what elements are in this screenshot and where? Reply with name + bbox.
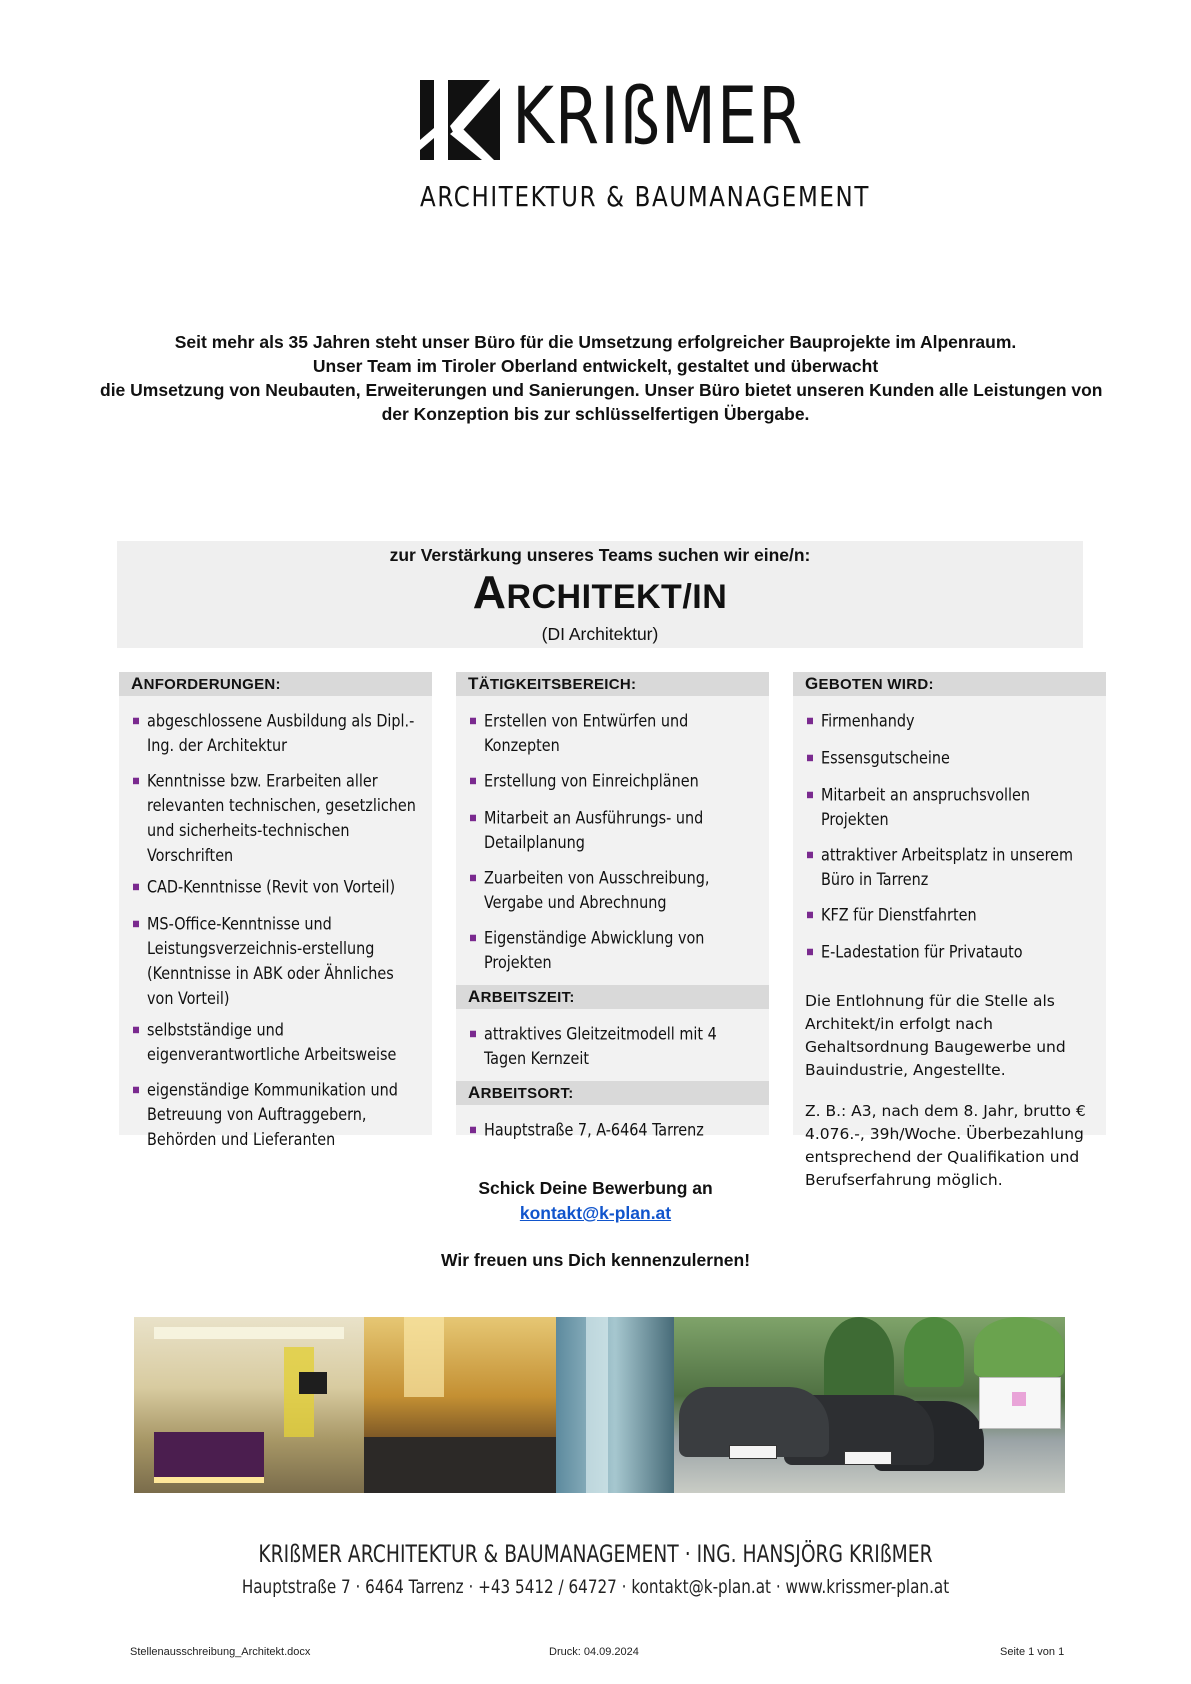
hall-photo [364, 1317, 556, 1493]
intro-line: Unser Team im Tiroler Oberland entwickelt, gestaltet und überwacht [312, 356, 879, 376]
page-number: Seite 1 von 1 [1000, 1646, 1065, 1658]
tasks-heading-rest: ÄTIGKEITSBEREICH: [478, 676, 637, 693]
tasks-heading-initial: T [468, 674, 479, 693]
footer-contact: Hauptstraße 7 · 6464 Tarrenz · +43 5412 / 64727 · kontakt@k-plan.at · www.krissmer-plan.at [241, 1576, 950, 1598]
logo-wordmark: KRIßMER [512, 72, 804, 162]
list-item: Firmenhandy [807, 708, 1096, 733]
company-logo [0, 72, 1191, 218]
tree [974, 1317, 1064, 1377]
salary-info [793, 976, 1106, 1192]
list-item: eigenständige Kommunikation und Betreuung von Auftraggebern, Behörden und Lieferanten [133, 1077, 422, 1152]
intro-line: Seit mehr als 35 Jahren steht unser Büro für die Umsetzung erfolgreicher Bauprojekte im Alpenraum. [174, 332, 1017, 352]
apply-text: Schick Deine Bewerbung an [478, 1178, 713, 1198]
list-item: attraktiver Arbeitsplatz in unserem Büro in Tarrenz [807, 842, 1096, 892]
requirements-column [119, 672, 432, 1150]
location-list [456, 1105, 769, 1140]
list-item: Essensgutscheine [807, 745, 1096, 770]
footer-company: KRIßMER ARCHITEKTUR & BAUMANAGEMENT · ING. HANSJÖRG KRIßMER [258, 1540, 933, 1568]
application-cta [0, 1178, 1191, 1271]
job-title-rest: RCHITEKT/IN [506, 578, 728, 616]
requirements-heading-initial: A [131, 674, 144, 693]
list-item: Zuarbeiten von Ausschreibung, Vergabe und Abrechnung [470, 865, 759, 915]
headline-subtitle: zur Verstärkung unseres Teams suchen wir eine/n: [389, 545, 811, 565]
location-heading [456, 1081, 769, 1105]
requirements-heading [119, 672, 432, 696]
intro-paragraph [100, 330, 1103, 426]
license-plate [844, 1451, 892, 1465]
logo-tagline: ARCHITEKTUR & BAUMANAGEMENT [420, 180, 871, 213]
worktime-list [456, 1009, 769, 1067]
sign-logo [1012, 1392, 1026, 1406]
list-item: attraktives Gleitzeitmodell mit 4 Tagen Kernzeit [470, 1021, 759, 1071]
list-item: E-Ladestation für Privatauto [807, 939, 1096, 964]
offered-heading-rest: EBOTEN WIRD: [818, 676, 934, 693]
list-item: CAD-Kenntnisse (Revit von Vorteil) [133, 874, 422, 899]
glass-reflection [586, 1317, 608, 1493]
job-title [117, 565, 1083, 619]
list-item: MS-Office-Kenntnisse und Leistungsverzeichnis-erstellung (Kenntnisse in ABK oder Ähnliches von Vorteil) [133, 911, 422, 1010]
office-photo-strip [134, 1317, 1065, 1493]
list-item: selbstständige und eigenverantwortliche Arbeitsweise [133, 1017, 422, 1067]
print-date: Druck: 04.09.2024 [549, 1646, 639, 1658]
intro-line: die Umsetzung von Neubauten, Erweiterungen und Sanierungen. Unser Büro bietet unseren Kunden alle Leistungen von [100, 380, 1103, 400]
glass-door-photo [556, 1317, 674, 1493]
list-item: Mitarbeit an anspruchsvollen Projekten [807, 782, 1096, 832]
requirements-heading-rest: NFORDERUNGEN: [143, 676, 281, 693]
tree [904, 1317, 964, 1387]
requirements-list [119, 696, 432, 1150]
hall-floor [364, 1437, 556, 1493]
cars-photo [674, 1317, 1065, 1493]
job-headline-box [117, 541, 1083, 648]
salary-note: Die Entlohnung für die Stelle als Architekt/in erfolgt nach Gehaltsordnung Baugewerbe und Bauindustrie, Angestellte. [805, 992, 1066, 1079]
counter-light [154, 1477, 264, 1483]
list-item: Eigenständige Abwicklung von Projekten [470, 925, 759, 975]
salary-example: Z. B.: A3, nach dem 8. Jahr, brutto € 4.076.-, 39h/Woche. Überbezahlung entsprechend der Qualifikation und Berufserfahrung möglich. [805, 1102, 1086, 1189]
license-plate [729, 1445, 777, 1459]
list-item: KFZ für Dienstfahrten [807, 902, 1096, 927]
worktime-heading-rest: RBEITSZEIT: [480, 989, 575, 1006]
offered-heading-initial: G [805, 674, 819, 693]
reception-counter [154, 1432, 264, 1482]
offered-heading [793, 672, 1106, 696]
job-degree: (DI Architektur) [541, 624, 659, 644]
closing-text: Wir freuen uns Dich kennenzulernen! [440, 1250, 751, 1270]
ceiling-light [154, 1327, 344, 1339]
offered-column [793, 672, 1106, 1189]
tasks-column [456, 672, 769, 1140]
list-item: Mitarbeit an Ausführungs- und Detailplanung [470, 805, 759, 855]
list-item: Hauptstraße 7, A-6464 Tarrenz [470, 1117, 759, 1142]
worktime-heading [456, 985, 769, 1009]
tree [824, 1317, 894, 1407]
list-item: Erstellung von Einreichplänen [470, 768, 759, 793]
location-heading-rest: RBEITSORT: [480, 1085, 574, 1102]
tasks-list [456, 696, 769, 971]
hall-light [404, 1317, 444, 1397]
offered-list [793, 696, 1106, 962]
worktime-heading-initial: A [468, 987, 481, 1006]
lobby-photo [134, 1317, 364, 1493]
application-email-link[interactable]: kontakt@k-plan.at [519, 1203, 672, 1223]
list-item: Erstellen von Entwürfen und Konzepten [470, 708, 759, 758]
intro-line: der Konzeption bis zur schlüsselfertigen Übergabe. [381, 404, 810, 424]
list-item: abgeschlossene Ausbildung als Dipl.-Ing. der Architektur [133, 708, 422, 758]
logo-k-mark-icon [420, 80, 500, 160]
wall-screen [299, 1372, 327, 1394]
location-heading-initial: A [468, 1083, 481, 1102]
list-item: Kenntnisse bzw. Erarbeiten aller relevanten technischen, gesetzlichen und sicherheits-technischen Vorschriften [133, 768, 422, 867]
tasks-heading [456, 672, 769, 696]
job-title-initial: A [472, 566, 507, 618]
document-filename: Stellenausschreibung_Architekt.docx [130, 1646, 311, 1658]
